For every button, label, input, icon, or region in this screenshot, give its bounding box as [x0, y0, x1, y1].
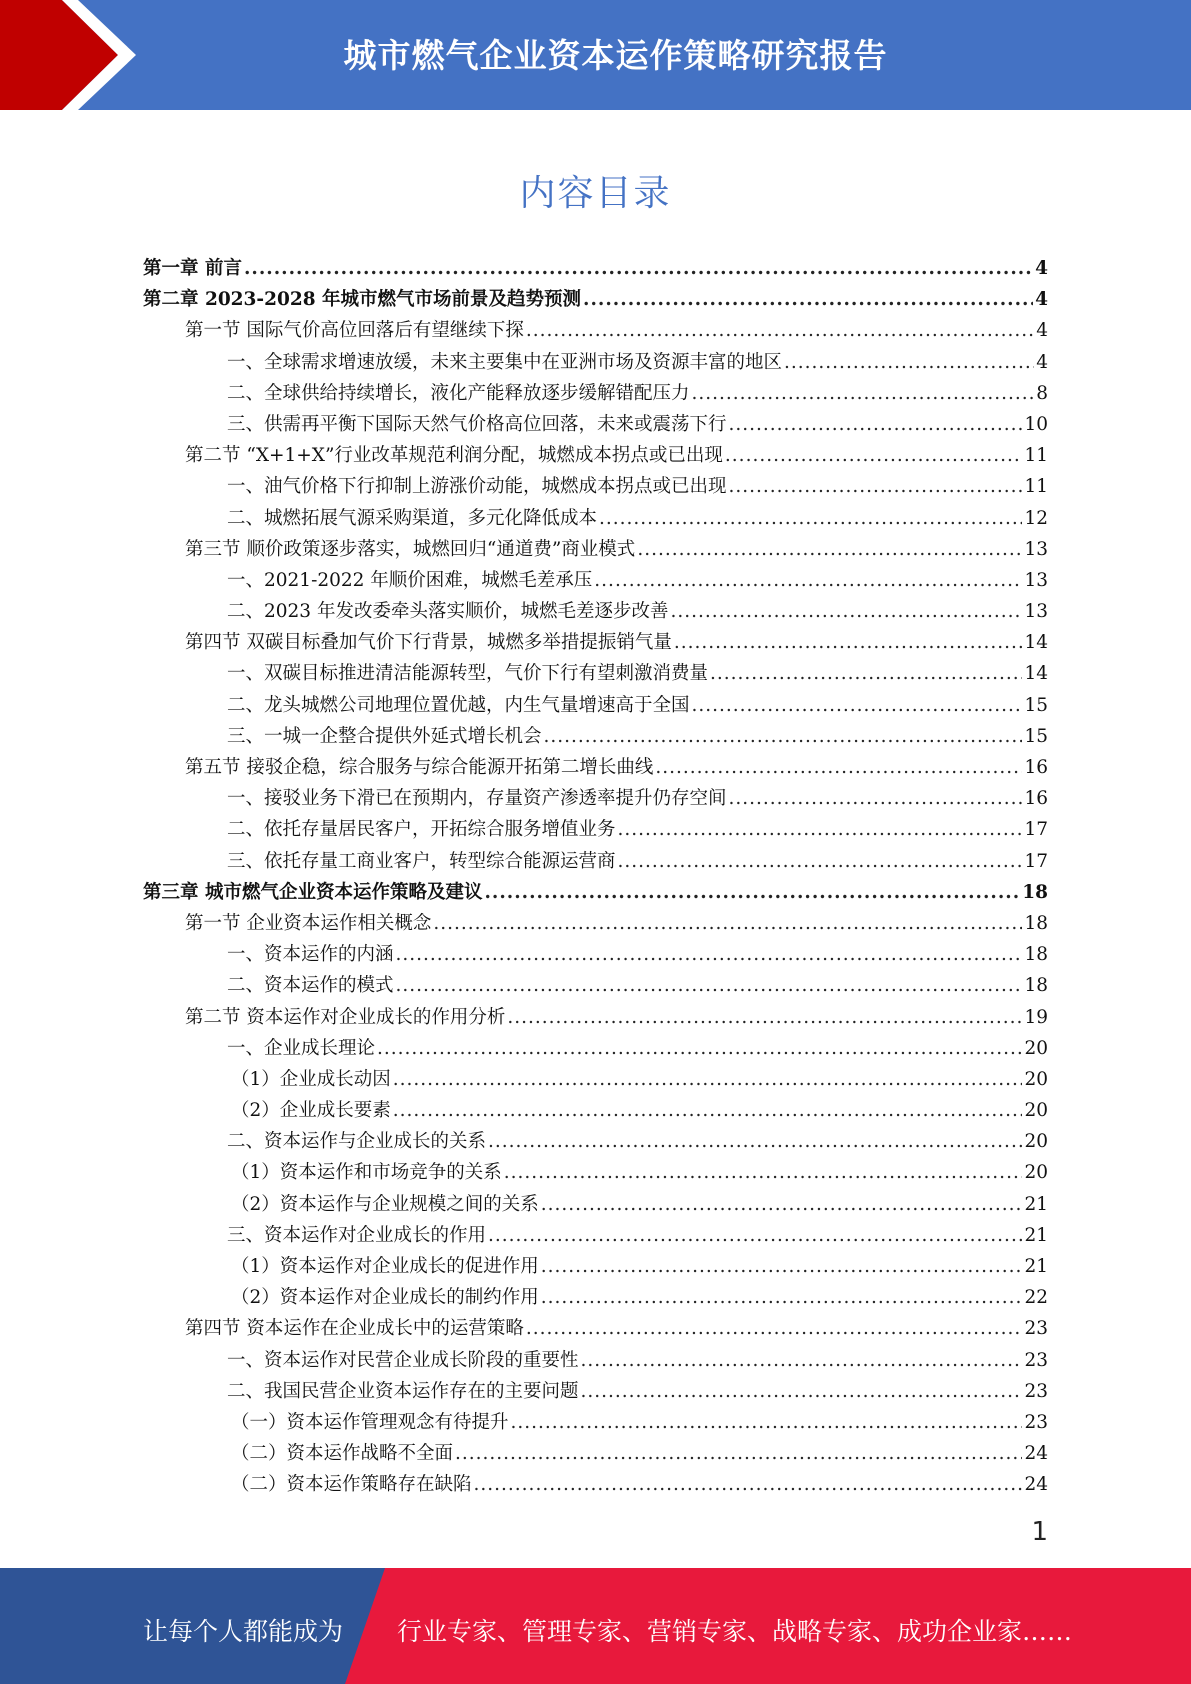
toc-entry-label: 二、城燃拓展气源采购渠道，多元化降低成本 — [227, 507, 598, 529]
toc-entry[interactable] — [143, 1345, 1048, 1376]
toc-entry-label: 一、资本运作的内涵 — [227, 944, 394, 966]
toc-entry-label: （2）企业成长要素 — [231, 1100, 391, 1122]
toc-entry-page: 4 — [1036, 320, 1048, 342]
toc-entry-label: 二、2023 年发改委牵头落实顺价，城燃毛差逐步改善 — [227, 601, 669, 623]
toc-entry-label: 第五节 接驳企稳，综合服务与综合能源开拓第二增长曲线 — [185, 757, 654, 778]
toc-entry-page: 21 — [1024, 1193, 1048, 1215]
toc-entry-label: 一、油气价格下行抑制上游涨价动能，城燃成本拐点或已出现 — [227, 476, 727, 498]
toc-entry-page: 18 — [1022, 881, 1048, 903]
toc-leader-dots — [455, 1438, 1022, 1469]
toc-entry[interactable] — [143, 1251, 1048, 1282]
toc-entry-label: 一、双碳目标推进清洁能源转型，气价下行有望刺激消费量 — [227, 663, 709, 685]
toc-entry-label: （1）企业成长动因 — [231, 1068, 391, 1090]
toc-leader-dots — [541, 1282, 1023, 1313]
toc-entry[interactable] — [143, 783, 1048, 814]
toc-entry-label: 三、一城一企整合提供外延式增长机会 — [227, 725, 542, 747]
toc-entry-label: 二、我国民营企业资本运作存在的主要问题 — [227, 1380, 579, 1402]
toc-entry[interactable] — [143, 1002, 1048, 1033]
toc-entry-page: 11 — [1024, 476, 1048, 498]
toc-entry-label: 一、企业成长理论 — [227, 1037, 376, 1059]
toc-leader-dots — [511, 1407, 1023, 1438]
toc-entry[interactable] — [143, 1407, 1048, 1438]
toc-entry[interactable] — [143, 1469, 1048, 1500]
toc-leader-dots — [729, 409, 1023, 440]
toc-leader-dots — [488, 1220, 1022, 1251]
toc-entry[interactable] — [143, 1189, 1048, 1220]
toc-entry[interactable] — [143, 658, 1048, 689]
toc-entry-label: （一）资本运作管理观念有待提升 — [231, 1411, 509, 1433]
toc-entry-label: 二、全球供给持续增长，液化产能释放逐步缓解错配压力 — [227, 382, 690, 404]
toc-leader-dots — [474, 1469, 1023, 1500]
toc-entry-label: 三、资本运作对企业成长的作用 — [227, 1224, 487, 1246]
toc-entry-label: 二、资本运作的模式 — [227, 975, 394, 997]
toc-leader-dots — [488, 1126, 1022, 1157]
toc-leader-dots — [377, 1033, 1022, 1064]
toc-entry[interactable] — [143, 378, 1048, 409]
toc-entry[interactable] — [143, 534, 1048, 565]
toc-entry-page: 18 — [1024, 975, 1048, 997]
toc-leader-dots — [396, 939, 1023, 970]
toc-entry-label: 第一节 企业资本运作相关概念 — [185, 912, 432, 934]
toc-entry[interactable] — [143, 1313, 1048, 1344]
toc-leader-dots — [670, 596, 1022, 627]
toc-entry-page: 22 — [1024, 1287, 1048, 1309]
toc-entry-page: 15 — [1024, 725, 1048, 747]
toc-entry-page: 10 — [1024, 413, 1048, 435]
toc-entry-label: 第一节 国际气价高位回落后有望继续下探 — [185, 320, 524, 342]
toc-entry-label: （1）资本运作和市场竞争的关系 — [231, 1162, 502, 1184]
toc-entry[interactable] — [143, 1438, 1048, 1469]
toc-entry-page: 16 — [1024, 757, 1048, 778]
toc-leader-dots — [599, 503, 1022, 534]
toc-entry-page: 14 — [1024, 632, 1048, 654]
toc-entry-label: （二）资本运作策略存在缺陷 — [231, 1474, 472, 1496]
toc-leader-dots — [504, 1157, 1023, 1188]
toc-entry-page: 18 — [1024, 912, 1048, 934]
toc-entry[interactable] — [143, 315, 1048, 346]
toc-entry-label: 第三章 城市燃气企业资本运作策略及建议 — [143, 881, 483, 903]
toc-entry-page: 20 — [1024, 1162, 1048, 1184]
toc-entry-page: 20 — [1024, 1037, 1048, 1059]
toc-entry-label: 三、供需再平衡下国际天然气价格高位回落，未来或震荡下行 — [227, 413, 727, 435]
toc-leader-dots — [526, 1313, 1023, 1344]
toc-entry-label: （二）资本运作战略不全面 — [231, 1443, 454, 1465]
toc-leader-dots — [544, 721, 1023, 752]
toc-entry-label: 第四节 资本运作在企业成长中的运营策略 — [185, 1318, 524, 1340]
toc-entry[interactable] — [143, 846, 1048, 877]
toc-entry[interactable] — [143, 1033, 1048, 1064]
toc-entry-label: 一、资本运作对民营企业成长阶段的重要性 — [227, 1349, 579, 1371]
toc-entry[interactable] — [143, 1376, 1048, 1407]
toc-leader-dots — [393, 1064, 1023, 1095]
toc-entry[interactable] — [143, 1220, 1048, 1251]
toc-entry[interactable] — [143, 503, 1048, 534]
toc-entry-page: 19 — [1024, 1006, 1048, 1028]
toc-entry[interactable] — [143, 565, 1048, 596]
toc-entry-label: 一、2021-2022 年顺价困难，城燃毛差承压 — [227, 569, 593, 591]
toc-leader-dots — [618, 846, 1023, 877]
toc-entry[interactable] — [143, 877, 1048, 908]
toc-entry[interactable] — [143, 939, 1048, 970]
toc-entry-page: 24 — [1024, 1443, 1048, 1465]
toc-entry-label: 第二节 资本运作对企业成长的作用分析 — [185, 1006, 506, 1028]
toc-entry-label: （2）资本运作与企业规模之间的关系 — [231, 1193, 539, 1215]
toc-entry[interactable] — [143, 721, 1048, 752]
toc-entry-label: （2）资本运作对企业成长的制约作用 — [231, 1287, 539, 1309]
toc-entry[interactable] — [143, 253, 1048, 284]
toc-leader-dots — [484, 877, 1020, 908]
toc-entry-label: 二、资本运作与企业成长的关系 — [227, 1131, 487, 1153]
toc-entry[interactable] — [143, 471, 1048, 502]
toc-entry[interactable] — [143, 596, 1048, 627]
toc-entry-label: 第二节 “X+1+X”行业改革规范利润分配，城燃成本拐点或已出现 — [185, 445, 723, 467]
toc-leader-dots — [541, 1251, 1023, 1282]
toc-entry[interactable] — [143, 752, 1048, 783]
toc-entry-page: 20 — [1024, 1068, 1048, 1090]
toc-entry-page: 23 — [1024, 1380, 1048, 1402]
toc-entry-page: 23 — [1024, 1349, 1048, 1371]
toc-entry[interactable] — [143, 627, 1048, 658]
toc-entry-page: 17 — [1024, 850, 1048, 872]
toc-entry[interactable] — [143, 1095, 1048, 1126]
toc-leader-dots — [784, 347, 1034, 378]
toc-entry-page: 20 — [1024, 1100, 1048, 1122]
toc-leader-dots — [581, 1345, 1023, 1376]
toc-entry-page: 18 — [1024, 944, 1048, 966]
toc-entry-label: 第一章 前言 — [143, 258, 242, 279]
toc-entry[interactable] — [143, 440, 1048, 471]
toc-entry-page: 15 — [1024, 694, 1048, 716]
toc-entry-label: 一、全球需求增速放缓，未来主要集中在亚洲市场及资源丰富的地区 — [227, 351, 783, 373]
toc-entry-label: 第二章 2023-2028 年城市燃气市场前景及趋势预测 — [143, 289, 582, 311]
toc-entry-page: 8 — [1036, 382, 1048, 404]
toc-leader-dots — [393, 1095, 1023, 1126]
toc-leader-dots — [692, 378, 1035, 409]
toc-leader-dots — [433, 908, 1022, 939]
toc-entry-label: 第四节 双碳目标叠加气价下行背景，城燃多举措提振销气量 — [185, 632, 672, 654]
toc-entry-page: 23 — [1024, 1411, 1048, 1433]
toc-entry-page: 13 — [1024, 601, 1048, 623]
toc-leader-dots — [637, 534, 1022, 565]
toc-entry-label: 第三节 顺价政策逐步落实，城燃回归“通道费”商业模式 — [185, 538, 636, 560]
toc-entry[interactable] — [143, 409, 1048, 440]
toc-entry-page: 13 — [1024, 569, 1048, 591]
toc-entry-label: （1）资本运作对企业成长的促进作用 — [231, 1256, 539, 1277]
toc-leader-dots — [396, 970, 1023, 1001]
toc-leader-dots — [674, 627, 1023, 658]
page-number: 1 — [1031, 1517, 1048, 1547]
toc-entry-label: 二、依托存量居民客户，开拓综合服务增值业务 — [227, 819, 616, 841]
footer-slogan-left: 让每个人都能成为 — [143, 1617, 344, 1646]
toc-leader-dots — [729, 471, 1023, 502]
toc-leader-dots — [655, 752, 1022, 783]
toc-entry[interactable] — [143, 1157, 1048, 1188]
toc-entry-page: 4 — [1035, 258, 1048, 279]
report-title: 城市燃气企业资本运作策略研究报告 — [343, 36, 888, 75]
toc-entry-label: 三、依托存量工商业客户，转型综合能源运营商 — [227, 850, 616, 872]
toc-heading: 内容目录 — [519, 173, 672, 214]
toc-entry[interactable] — [143, 970, 1048, 1001]
toc-leader-dots — [692, 690, 1023, 721]
toc-entry[interactable] — [143, 1282, 1048, 1313]
toc-leader-dots — [507, 1002, 1022, 1033]
toc-entry-page: 4 — [1035, 289, 1048, 311]
toc-entry-page: 13 — [1024, 538, 1048, 560]
toc-entry-page: 16 — [1024, 788, 1048, 810]
header-banner — [0, 0, 1191, 110]
footer-slogan-right: 行业专家、管理专家、营销专家、战略专家、成功企业家…… — [397, 1617, 1073, 1646]
toc-entry-page: 24 — [1024, 1474, 1048, 1496]
toc-entry[interactable] — [143, 690, 1048, 721]
toc-entry[interactable] — [143, 347, 1048, 378]
toc-leader-dots — [581, 1376, 1023, 1407]
toc-leader-dots — [594, 565, 1022, 596]
toc-entry[interactable] — [143, 908, 1048, 939]
toc-entry-page: 11 — [1024, 445, 1048, 467]
toc-leader-dots — [526, 315, 1034, 346]
toc-entry-page: 12 — [1024, 507, 1048, 529]
toc-entry-page: 21 — [1024, 1224, 1048, 1246]
toc-entry-page: 23 — [1024, 1318, 1048, 1340]
toc-leader-dots — [618, 814, 1023, 845]
toc-entry-page: 17 — [1024, 819, 1048, 841]
toc-entry[interactable] — [143, 814, 1048, 845]
toc-leader-dots — [729, 783, 1023, 814]
toc-leader-dots — [541, 1189, 1023, 1220]
table-of-contents — [143, 253, 1048, 1501]
toc-entry-page: 4 — [1036, 351, 1048, 373]
toc-entry-page: 21 — [1024, 1256, 1048, 1277]
toc-entry-label: 二、龙头城燃公司地理位置优越，内生气量增速高于全国 — [227, 694, 690, 716]
toc-entry-page: 20 — [1024, 1131, 1048, 1153]
toc-entry[interactable] — [143, 284, 1048, 315]
toc-leader-dots — [725, 440, 1023, 471]
toc-entry-label: 一、接驳业务下滑已在预期内，存量资产渗透率提升仍存空间 — [227, 788, 727, 810]
toc-leader-dots — [583, 284, 1033, 315]
toc-leader-dots — [710, 658, 1022, 689]
toc-entry-page: 14 — [1024, 663, 1048, 685]
toc-leader-dots — [244, 253, 1033, 284]
toc-entry[interactable] — [143, 1064, 1048, 1095]
toc-entry[interactable] — [143, 1126, 1048, 1157]
